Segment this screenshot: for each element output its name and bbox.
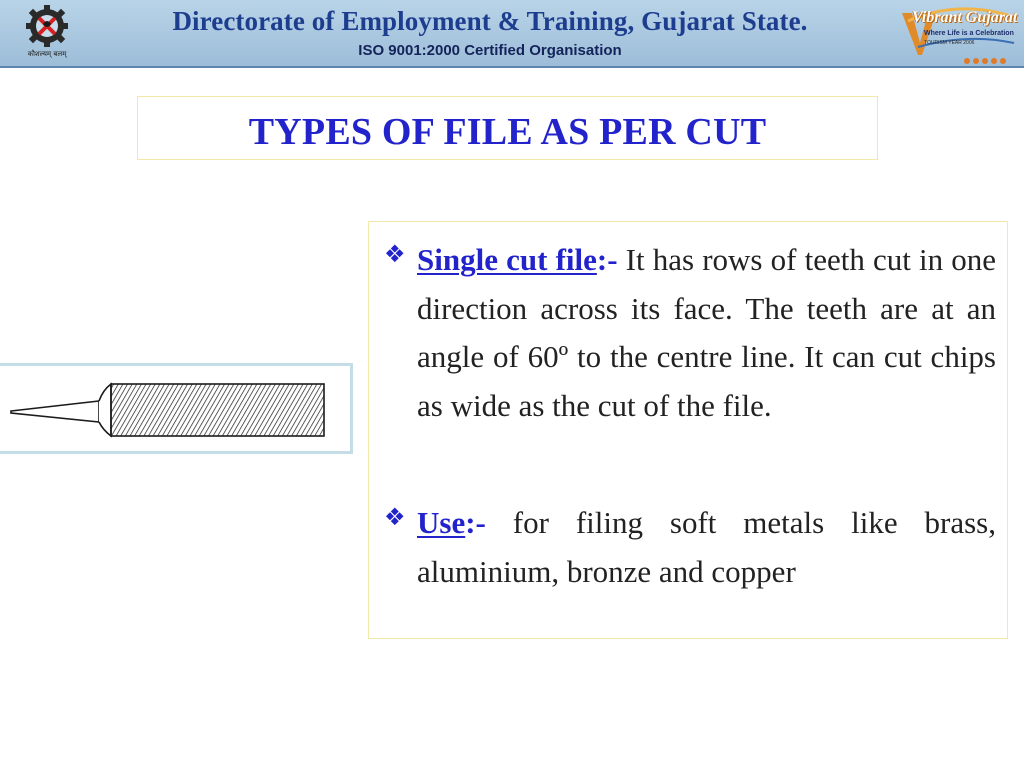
use-description: for filing soft metals like brass, aluminium, bronze and copper bbox=[417, 505, 996, 589]
bullet-text bbox=[417, 236, 996, 430]
term-single-cut-file: Single cut file bbox=[417, 242, 597, 277]
slide-title-box bbox=[137, 96, 878, 160]
diamond-bullet-icon: ❖ bbox=[384, 503, 406, 531]
vibrant-gujarat-logo bbox=[898, 3, 1018, 63]
bullet-single-cut-file bbox=[384, 236, 996, 430]
logo-dot bbox=[982, 58, 988, 64]
logo-dot bbox=[991, 58, 997, 64]
directorate-logo bbox=[22, 4, 72, 62]
header-banner bbox=[0, 0, 1024, 68]
logo-dot bbox=[1000, 58, 1006, 64]
logo-dots bbox=[964, 51, 1009, 69]
organisation-title: Directorate of Employment & Training, Gujarat State. bbox=[172, 6, 808, 36]
tourism-year-text: TOURISM YEAR 2006 bbox=[924, 40, 975, 46]
diamond-bullet-icon: ❖ bbox=[384, 240, 406, 268]
term-separator: :- bbox=[465, 505, 486, 540]
logo-dot bbox=[973, 58, 979, 64]
bullet-use bbox=[384, 499, 996, 596]
certification-subtitle: ISO 9001:2000 Certified Organisation bbox=[358, 42, 622, 59]
logo-motto-text: कौशल्यम् बलम् bbox=[27, 50, 67, 58]
single-cut-description: It has rows of teeth cut in one direction across its face. The teeth are at an angle of 60º to the centre line. It can cut chips as wide as the cut of the file. bbox=[417, 242, 996, 423]
logo-dot bbox=[964, 58, 970, 64]
vibrant-gujarat-tagline: Where Life is a Celebration bbox=[924, 30, 1014, 37]
slide-title: TYPES OF FILE AS PER CUT bbox=[248, 111, 767, 153]
file-illustration-frame bbox=[0, 363, 353, 454]
description-box bbox=[368, 221, 1008, 639]
single-cut-file-icon bbox=[0, 366, 350, 451]
gear-emblem-icon bbox=[22, 4, 72, 50]
term-use: Use bbox=[417, 505, 466, 540]
vibrant-gujarat-brand: Vibrant Gujarat bbox=[912, 9, 1018, 26]
bullet-text bbox=[417, 499, 996, 596]
term-separator: :- bbox=[596, 242, 618, 277]
